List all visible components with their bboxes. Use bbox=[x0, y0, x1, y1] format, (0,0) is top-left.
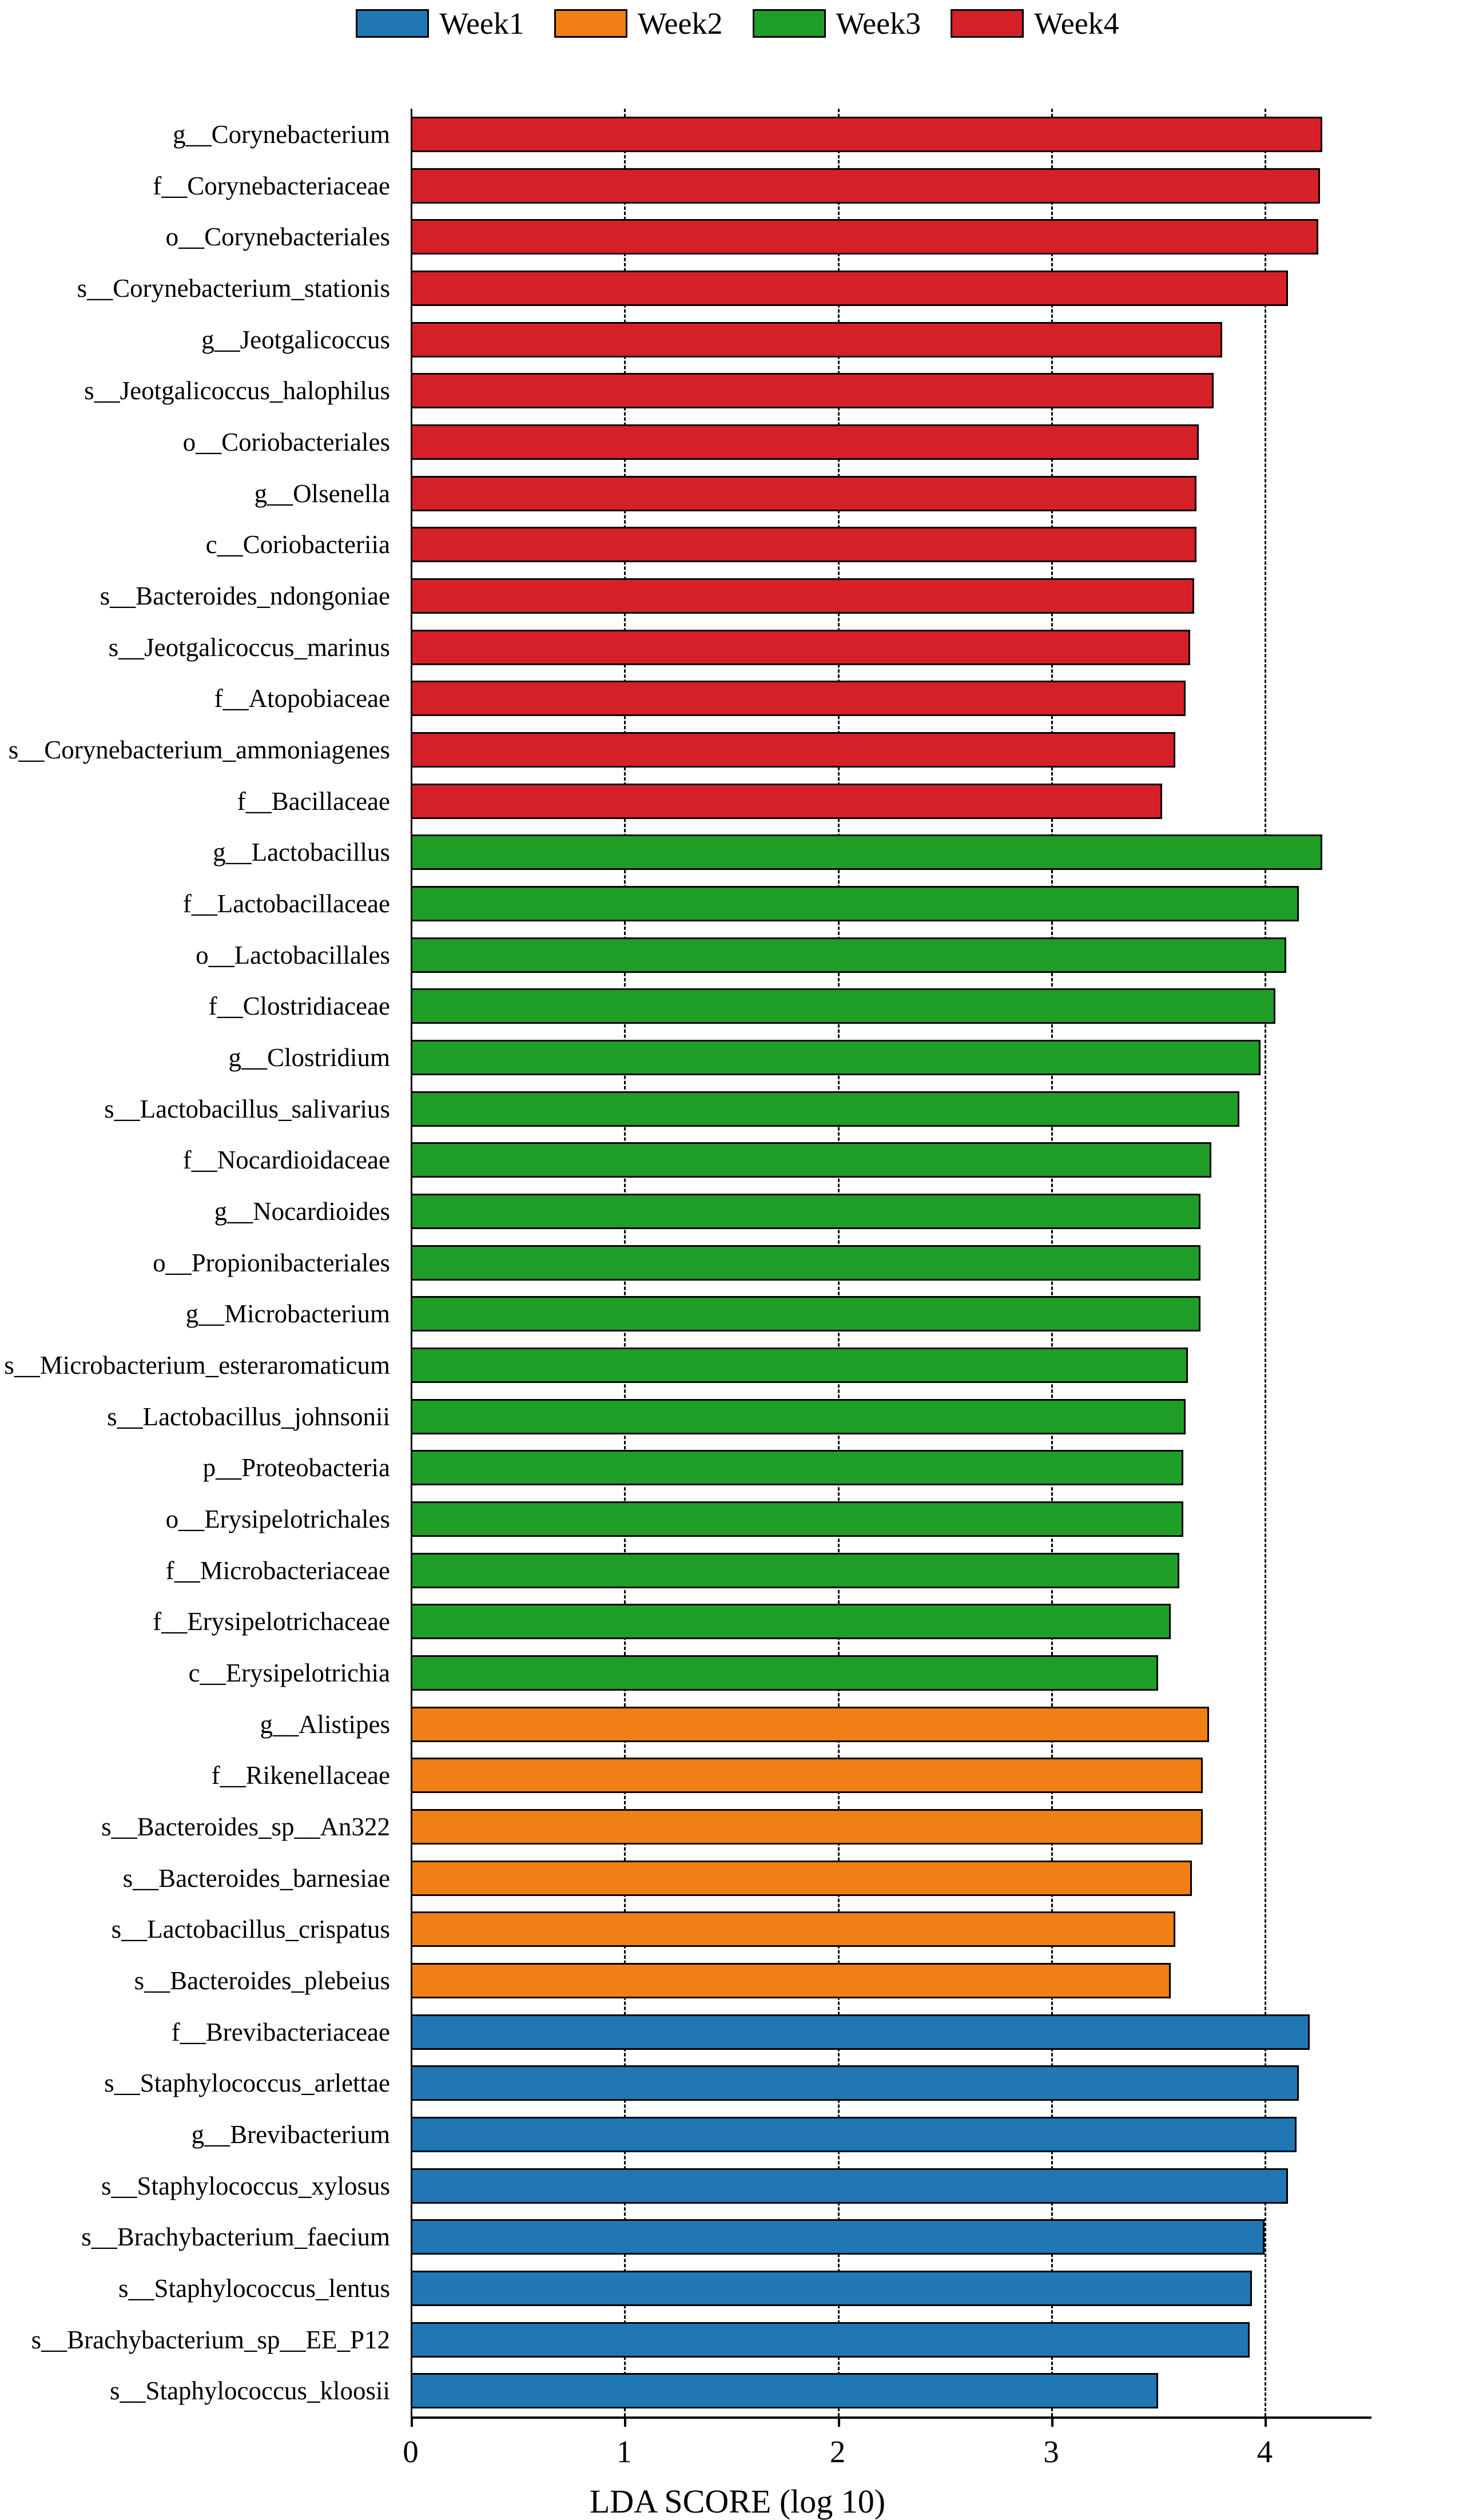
category-label: f__Atopobiaceae bbox=[214, 684, 390, 713]
bar-g__Jeotgalicoccus bbox=[411, 322, 1222, 357]
category-label: f__Nocardioidaceae bbox=[182, 1146, 390, 1175]
category-label: f__Corynebacteriaceae bbox=[153, 171, 390, 200]
category-label: s__Bacteroides_ndongoniae bbox=[100, 581, 390, 610]
bar-row bbox=[411, 2117, 1371, 2152]
bar-s__Bacteroides_ndongoniae bbox=[411, 578, 1194, 614]
bar-o__Propionibacteriales bbox=[411, 1245, 1200, 1281]
bar-s__Brachybacterium_faecium bbox=[411, 2219, 1265, 2255]
category-label: g__Brevibacterium bbox=[191, 2120, 390, 2149]
bar-s__Lactobacillus_johnsonii bbox=[411, 1399, 1186, 1434]
bar-p__Proteobacteria bbox=[411, 1450, 1183, 1485]
bar-row bbox=[411, 2271, 1371, 2306]
x-axis-line bbox=[411, 2416, 1371, 2419]
bar-row bbox=[411, 2065, 1371, 2101]
category-label: s__Staphylococcus_kloosii bbox=[110, 2376, 390, 2406]
legend-label: Week1 bbox=[439, 6, 524, 41]
bar-s__Staphylococcus_lentus bbox=[411, 2271, 1252, 2306]
category-label: g__Microbacterium bbox=[185, 1299, 390, 1329]
bar-row bbox=[411, 271, 1371, 306]
chart-legend bbox=[0, 8, 1475, 39]
bar-g__Microbacterium bbox=[411, 1296, 1200, 1331]
bar-row bbox=[411, 988, 1371, 1024]
category-label: p__Proteobacteria bbox=[202, 1453, 390, 1482]
bar-s__Staphylococcus_kloosii bbox=[411, 2373, 1158, 2408]
bar-row bbox=[411, 168, 1371, 204]
category-label: s__Bacteroides_barnesiae bbox=[122, 1863, 390, 1893]
legend-item-week1 bbox=[356, 8, 524, 39]
bar-row bbox=[411, 2219, 1371, 2255]
x-tick-1 bbox=[624, 2416, 626, 2427]
category-label: f__Brevibacteriaceae bbox=[171, 2017, 390, 2046]
bar-g__Nocardioides bbox=[411, 1194, 1200, 1229]
bar-row bbox=[411, 476, 1371, 511]
bar-f__Clostridiaceae bbox=[411, 988, 1275, 1024]
x-tick-3 bbox=[1051, 2416, 1053, 2427]
bar-row bbox=[411, 937, 1371, 973]
bar-f__Rikenellaceae bbox=[411, 1758, 1203, 1793]
bar-row bbox=[411, 1809, 1371, 1845]
category-label: s__Lactobacillus_salivarius bbox=[104, 1094, 390, 1123]
bar-row bbox=[411, 424, 1371, 460]
x-tick-4 bbox=[1265, 2416, 1267, 2427]
bar-row bbox=[411, 1194, 1371, 1229]
legend-swatch-week2 bbox=[554, 9, 627, 38]
category-label: o__Lactobacillales bbox=[196, 940, 390, 969]
bar-row bbox=[411, 834, 1371, 870]
bar-o__Corynebacteriales bbox=[411, 219, 1318, 255]
category-label: g__Jeotgalicoccus bbox=[201, 325, 390, 354]
category-label: f__Lactobacillaceae bbox=[182, 889, 390, 918]
category-label: g__Lactobacillus bbox=[213, 838, 390, 867]
bar-row bbox=[411, 1399, 1371, 1434]
bar-f__Corynebacteriaceae bbox=[411, 168, 1320, 204]
bar-g__Alistipes bbox=[411, 1707, 1209, 1742]
x-tick-label: 3 bbox=[1043, 2434, 1059, 2469]
bar-s__Staphylococcus_arlettae bbox=[411, 2065, 1299, 2101]
bar-s__Lactobacillus_crispatus bbox=[411, 1911, 1175, 1947]
bar-s__Staphylococcus_xylosus bbox=[411, 2168, 1288, 2204]
x-tick-label: 0 bbox=[403, 2434, 419, 2469]
bar-s__Lactobacillus_salivarius bbox=[411, 1091, 1239, 1127]
plot-wrapper bbox=[0, 109, 1475, 2511]
bar-f__Erysipelotrichaceae bbox=[411, 1604, 1171, 1639]
bar-row bbox=[411, 1911, 1371, 1947]
category-label: s__Jeotgalicoccus_marinus bbox=[108, 633, 390, 662]
category-label: s__Staphylococcus_lentus bbox=[118, 2273, 390, 2303]
bar-row bbox=[411, 1655, 1371, 1691]
category-label: f__Clostridiaceae bbox=[208, 992, 390, 1021]
category-label: g__Corynebacterium bbox=[173, 120, 390, 149]
bar-row bbox=[411, 578, 1371, 614]
plot-area bbox=[403, 109, 1371, 2469]
bar-row bbox=[411, 1348, 1371, 1383]
bar-f__Nocardioidaceae bbox=[411, 1142, 1211, 1178]
bar-row bbox=[411, 1553, 1371, 1588]
bar-row bbox=[411, 1296, 1371, 1331]
bar-s__Corynebacterium_ammoniagenes bbox=[411, 732, 1175, 768]
category-label: s__Jeotgalicoccus_halophilus bbox=[84, 376, 390, 406]
category-label: c__Erysipelotrichia bbox=[188, 1658, 390, 1687]
x-axis-title: LDA SCORE (log 10) bbox=[589, 2483, 886, 2520]
bar-f__Microbacteriaceae bbox=[411, 1553, 1179, 1588]
legend-label: Week2 bbox=[637, 6, 723, 41]
bar-f__Bacillaceae bbox=[411, 784, 1162, 819]
x-tick-label: 4 bbox=[1257, 2434, 1273, 2469]
legend-item-week3 bbox=[753, 8, 921, 39]
category-label: g__Alistipes bbox=[260, 1710, 390, 1739]
bar-s__Bacteroides_sp__An322 bbox=[411, 1809, 1203, 1845]
bar-row bbox=[411, 1040, 1371, 1075]
category-label: f__Rikenellaceae bbox=[211, 1761, 390, 1790]
bar-row bbox=[411, 681, 1371, 716]
bar-s__Brachybacterium_sp__EE_P12 bbox=[411, 2322, 1250, 2358]
category-label: f__Erysipelotrichaceae bbox=[153, 1607, 390, 1636]
bar-row bbox=[411, 1861, 1371, 1896]
bar-row bbox=[411, 2168, 1371, 2204]
bar-c__Coriobacteriia bbox=[411, 527, 1196, 562]
bar-s__Corynebacterium_stationis bbox=[411, 271, 1288, 306]
legend-item-week2 bbox=[554, 8, 723, 39]
category-labels-column bbox=[0, 109, 400, 2416]
x-tick-0 bbox=[411, 2416, 413, 2427]
bar-row bbox=[411, 1758, 1371, 1793]
legend-swatch-week1 bbox=[356, 9, 429, 38]
bar-row bbox=[411, 2373, 1371, 2408]
bar-row bbox=[411, 117, 1371, 152]
bar-s__Jeotgalicoccus_halophilus bbox=[411, 373, 1214, 408]
bar-row bbox=[411, 322, 1371, 357]
category-label: o__Erysipelotrichales bbox=[165, 1504, 390, 1533]
category-label: s__Staphylococcus_xylosus bbox=[101, 2171, 390, 2200]
category-label: s__Corynebacterium_ammoniagenes bbox=[8, 735, 390, 764]
bar-o__Erysipelotrichales bbox=[411, 1501, 1183, 1537]
category-label: o__Propionibacteriales bbox=[153, 1248, 390, 1277]
bar-o__Lactobacillales bbox=[411, 937, 1286, 973]
bar-f__Lactobacillaceae bbox=[411, 886, 1299, 921]
bar-row bbox=[411, 1707, 1371, 1742]
bar-row bbox=[411, 2322, 1371, 2358]
category-label: s__Bacteroides_sp__An322 bbox=[101, 1812, 390, 1841]
bar-row bbox=[411, 886, 1371, 921]
bar-row bbox=[411, 527, 1371, 562]
category-label: s__Corynebacterium_stationis bbox=[77, 273, 390, 303]
bar-f__Brevibacteriaceae bbox=[411, 2014, 1310, 2050]
bar-row bbox=[411, 1142, 1371, 1178]
category-label: f__Microbacteriaceae bbox=[165, 1556, 390, 1585]
bar-row bbox=[411, 2014, 1371, 2050]
category-label: g__Clostridium bbox=[228, 1043, 390, 1072]
bar-s__Bacteroides_barnesiae bbox=[411, 1861, 1192, 1896]
bar-row bbox=[411, 1501, 1371, 1537]
category-label: s__Microbacterium_esteraromaticum bbox=[4, 1350, 390, 1380]
bar-g__Corynebacterium bbox=[411, 117, 1322, 152]
category-label: g__Olsenella bbox=[254, 479, 390, 508]
bar-row bbox=[411, 1245, 1371, 1281]
category-label: s__Bacteroides_plebeius bbox=[134, 1966, 390, 1995]
bar-row bbox=[411, 630, 1371, 665]
category-label: s__Lactobacillus_johnsonii bbox=[107, 1402, 390, 1431]
bar-row bbox=[411, 1604, 1371, 1639]
category-label: o__Corynebacteriales bbox=[165, 222, 390, 252]
category-label: o__Coriobacteriales bbox=[182, 427, 390, 456]
x-tick-label: 1 bbox=[616, 2434, 633, 2469]
legend-label: Week4 bbox=[1034, 6, 1119, 41]
category-label: s__Brachybacterium_sp__EE_P12 bbox=[31, 2325, 390, 2354]
category-label: c__Coriobacteriia bbox=[205, 530, 390, 559]
category-label: g__Nocardioides bbox=[214, 1197, 390, 1226]
legend-swatch-week4 bbox=[951, 9, 1024, 38]
category-label: s__Staphylococcus_arlettae bbox=[104, 2069, 390, 2098]
legend-swatch-week3 bbox=[753, 9, 826, 38]
bar-row bbox=[411, 1963, 1371, 1998]
bar-row bbox=[411, 732, 1371, 768]
bar-g__Lactobacillus bbox=[411, 834, 1322, 870]
bar-row bbox=[411, 219, 1371, 255]
category-label: f__Bacillaceae bbox=[237, 786, 390, 816]
bar-row bbox=[411, 784, 1371, 819]
legend-item-week4 bbox=[951, 8, 1119, 39]
bar-g__Brevibacterium bbox=[411, 2117, 1297, 2152]
bar-s__Microbacterium_esteraromaticum bbox=[411, 1348, 1188, 1383]
bar-s__Bacteroides_plebeius bbox=[411, 1963, 1171, 1998]
bar-g__Olsenella bbox=[411, 476, 1196, 511]
bar-s__Jeotgalicoccus_marinus bbox=[411, 630, 1190, 665]
bar-o__Coriobacteriales bbox=[411, 424, 1199, 460]
x-tick-2 bbox=[838, 2416, 840, 2427]
x-tick-label: 2 bbox=[829, 2434, 846, 2469]
legend-label: Week3 bbox=[836, 6, 921, 41]
category-label: s__Lactobacillus_crispatus bbox=[111, 1915, 390, 1944]
category-label: s__Brachybacterium_faecium bbox=[81, 2223, 390, 2252]
bar-f__Atopobiaceae bbox=[411, 681, 1186, 716]
bar-row bbox=[411, 1091, 1371, 1127]
bar-row bbox=[411, 1450, 1371, 1485]
bar-g__Clostridium bbox=[411, 1040, 1261, 1075]
bar-row bbox=[411, 373, 1371, 408]
bar-c__Erysipelotrichia bbox=[411, 1655, 1158, 1691]
